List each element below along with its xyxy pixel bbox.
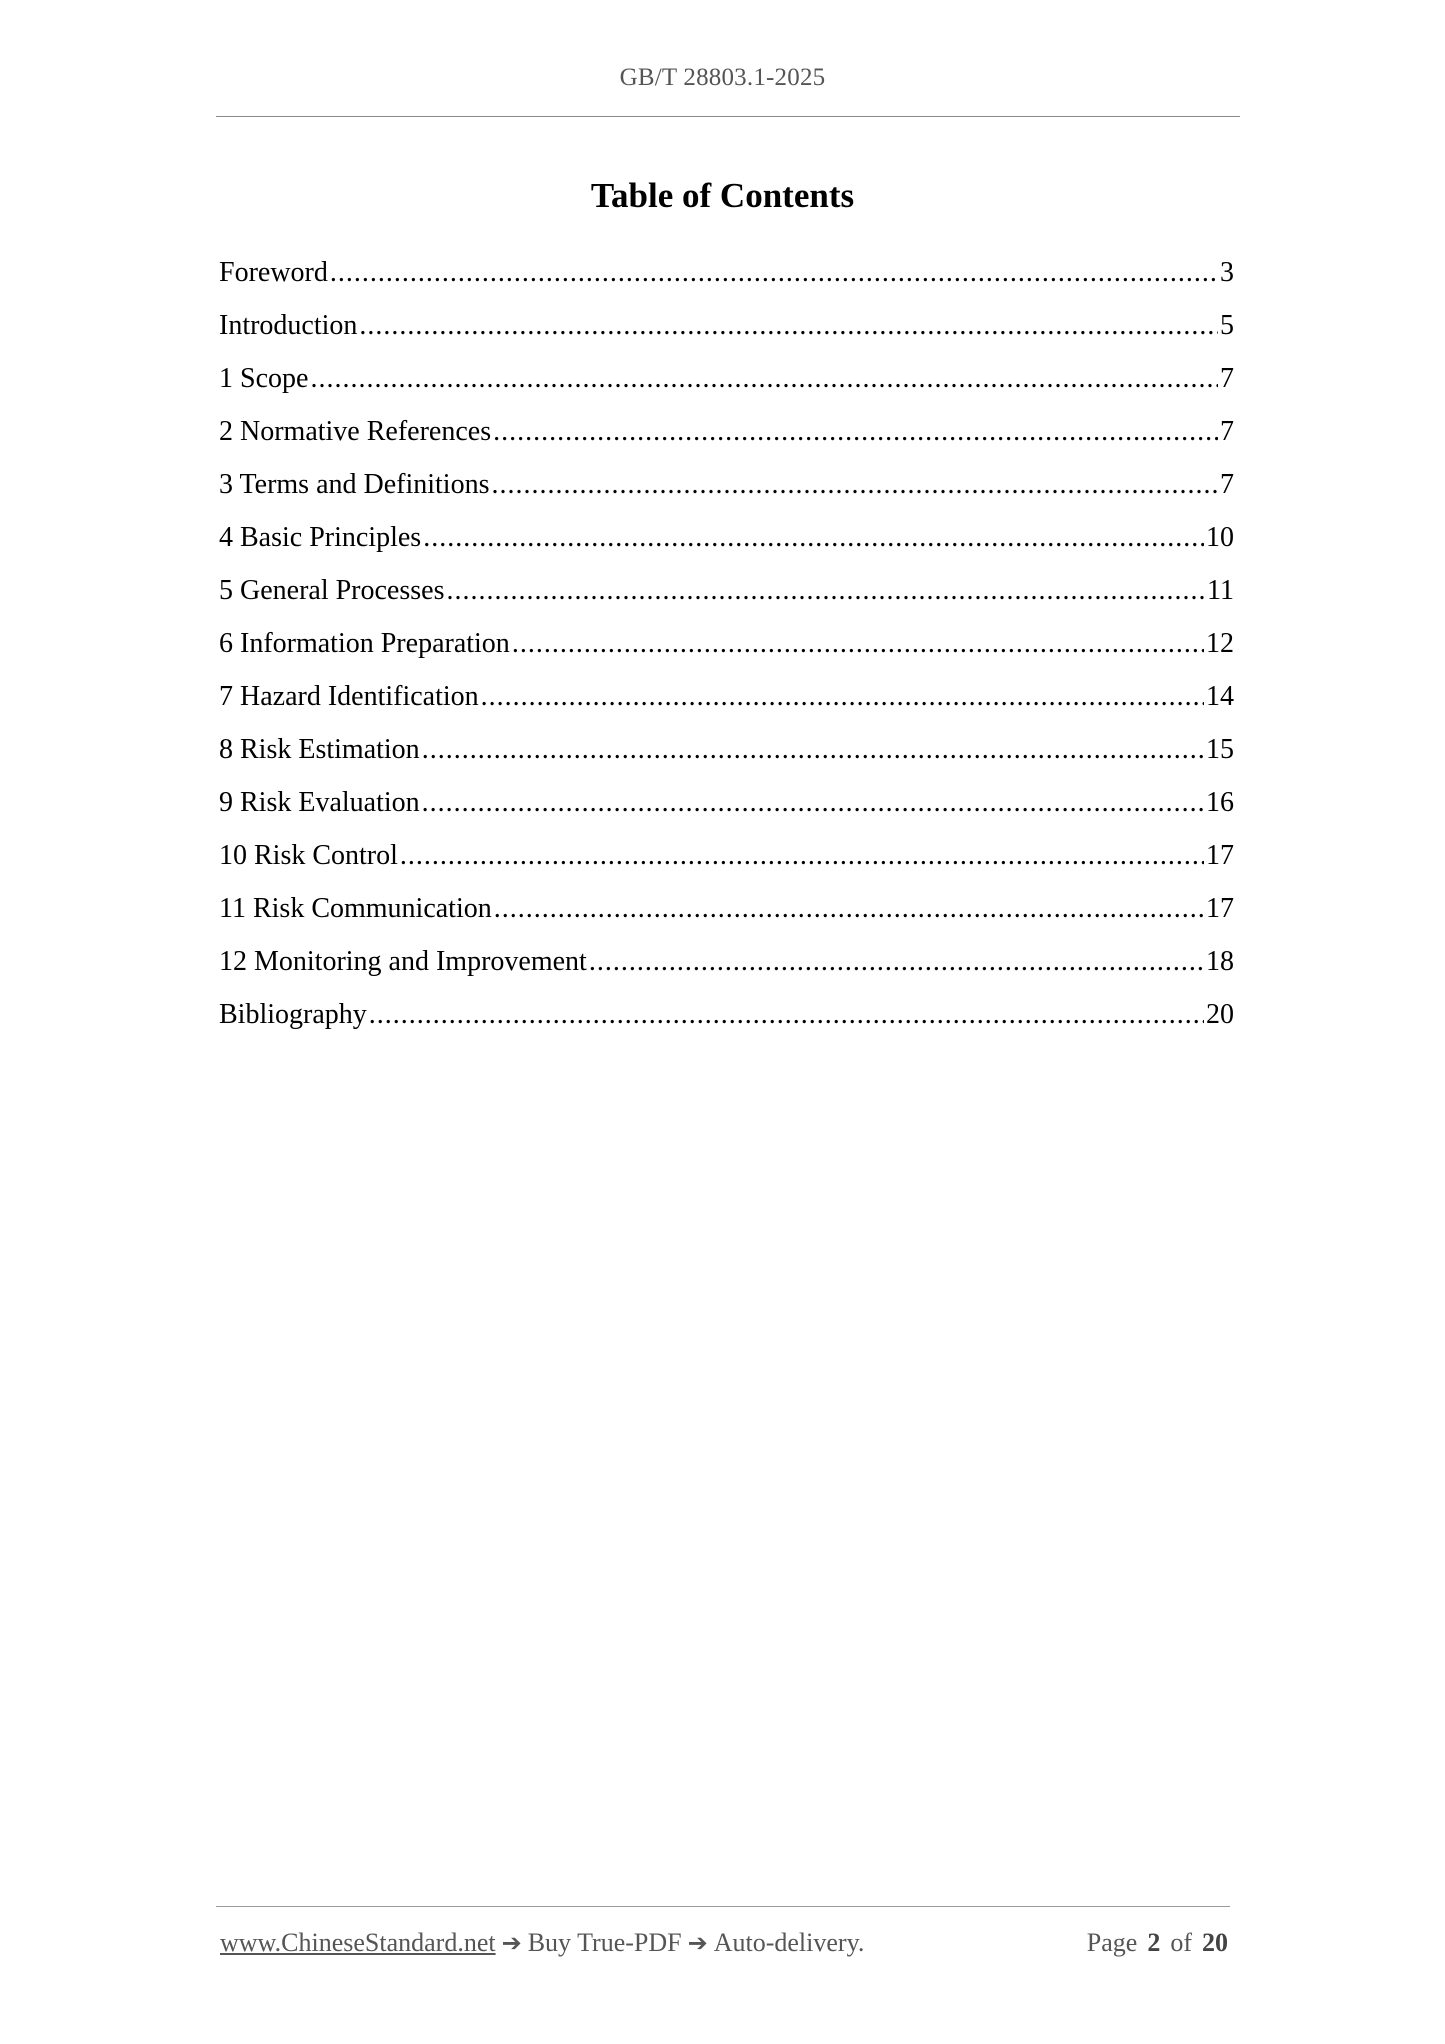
- toc-entry-page: 17: [1206, 893, 1234, 924]
- toc-entry-label: 8 Risk Estimation: [219, 734, 420, 765]
- toc-entry[interactable]: [219, 360, 1234, 413]
- toc-entry[interactable]: [219, 572, 1234, 625]
- toc-dot-leader: [589, 943, 1204, 981]
- toc-entry-label: 7 Hazard Identification: [219, 681, 479, 712]
- toc-entry-page: 12: [1206, 628, 1234, 659]
- of-word: of: [1170, 1928, 1192, 1957]
- toc-dot-leader: [359, 307, 1218, 345]
- toc-entry[interactable]: [219, 837, 1234, 890]
- toc-title: Table of Contents: [590, 176, 855, 215]
- toc-entry-page: 20: [1206, 999, 1234, 1030]
- toc-entry[interactable]: [219, 466, 1234, 519]
- toc-dot-leader: [481, 678, 1204, 716]
- toc-dot-leader: [512, 625, 1204, 663]
- page-indicator: [1087, 1928, 1228, 1958]
- toc-dot-leader: [493, 413, 1218, 451]
- toc-entry-label: 10 Risk Control: [219, 840, 398, 871]
- page-footer: [220, 1928, 1228, 1964]
- website-link[interactable]: www.ChineseStandard.net: [220, 1928, 496, 1957]
- toc-entry[interactable]: [219, 254, 1234, 307]
- toc-entry[interactable]: [219, 307, 1234, 360]
- toc-entry-page: 7: [1220, 416, 1234, 447]
- toc-dot-leader: [446, 572, 1205, 610]
- toc-entry-page: 14: [1206, 681, 1234, 712]
- right-arrow-icon: ➔: [687, 1929, 708, 1957]
- toc-entry-label: 1 Scope: [219, 363, 309, 394]
- toc-entry[interactable]: [219, 784, 1234, 837]
- toc-entry-label: 3 Terms and Definitions: [219, 469, 490, 500]
- toc-entry-label: 9 Risk Evaluation: [219, 787, 420, 818]
- toc-list: [219, 254, 1234, 1049]
- auto-delivery-text: Auto-delivery.: [713, 1928, 865, 1957]
- toc-entry[interactable]: [219, 996, 1234, 1049]
- toc-dot-leader: [422, 731, 1204, 769]
- toc-entry[interactable]: [219, 943, 1234, 996]
- footer-promo: [220, 1928, 864, 1958]
- toc-entry[interactable]: [219, 678, 1234, 731]
- toc-entry-label: 4 Basic Principles: [219, 522, 422, 553]
- toc-dot-leader: [369, 996, 1204, 1034]
- document-code-header: GB/T 28803.1-2025: [619, 64, 826, 91]
- toc-entry[interactable]: [219, 519, 1234, 572]
- toc-entry-page: 15: [1206, 734, 1234, 765]
- total-pages-number: 20: [1202, 1928, 1228, 1957]
- toc-entry-label: Bibliography: [219, 999, 367, 1030]
- toc-entry-page: 3: [1220, 257, 1234, 288]
- toc-entry-label: Introduction: [219, 310, 358, 341]
- footer-divider: [216, 1906, 1230, 1907]
- right-arrow-icon: ➔: [501, 1929, 522, 1957]
- toc-entry[interactable]: [219, 890, 1234, 943]
- buy-true-pdf-text: Buy True-PDF: [527, 1928, 682, 1957]
- toc-entry-label: 11 Risk Communication: [219, 893, 492, 924]
- toc-entry[interactable]: [219, 625, 1234, 678]
- toc-dot-leader: [400, 837, 1204, 875]
- toc-dot-leader: [422, 784, 1204, 822]
- toc-entry-label: 12 Monitoring and Improvement: [219, 946, 587, 977]
- toc-dot-leader: [330, 254, 1218, 292]
- toc-entry-page: 5: [1220, 310, 1234, 341]
- toc-entry-page: 16: [1206, 787, 1234, 818]
- toc-entry[interactable]: [219, 731, 1234, 784]
- toc-entry-page: 7: [1220, 469, 1234, 500]
- page-word: Page: [1086, 1928, 1138, 1957]
- toc-dot-leader: [310, 360, 1218, 398]
- toc-entry-label: Foreword: [219, 257, 328, 288]
- toc-entry-page: 18: [1206, 946, 1234, 977]
- toc-entry-page: 10: [1206, 522, 1234, 553]
- toc-entry-label: 6 Information Preparation: [219, 628, 510, 659]
- toc-entry-label: 5 General Processes: [219, 575, 445, 606]
- toc-entry-page: 11: [1207, 575, 1234, 606]
- toc-dot-leader: [423, 519, 1204, 557]
- toc-entry[interactable]: [219, 413, 1234, 466]
- toc-dot-leader: [494, 890, 1204, 928]
- toc-entry-page: 17: [1206, 840, 1234, 871]
- toc-dot-leader: [491, 466, 1218, 504]
- header-divider: [216, 116, 1240, 117]
- current-page-number: 2: [1147, 1928, 1161, 1957]
- toc-entry-page: 7: [1220, 363, 1234, 394]
- toc-entry-label: 2 Normative References: [219, 416, 492, 447]
